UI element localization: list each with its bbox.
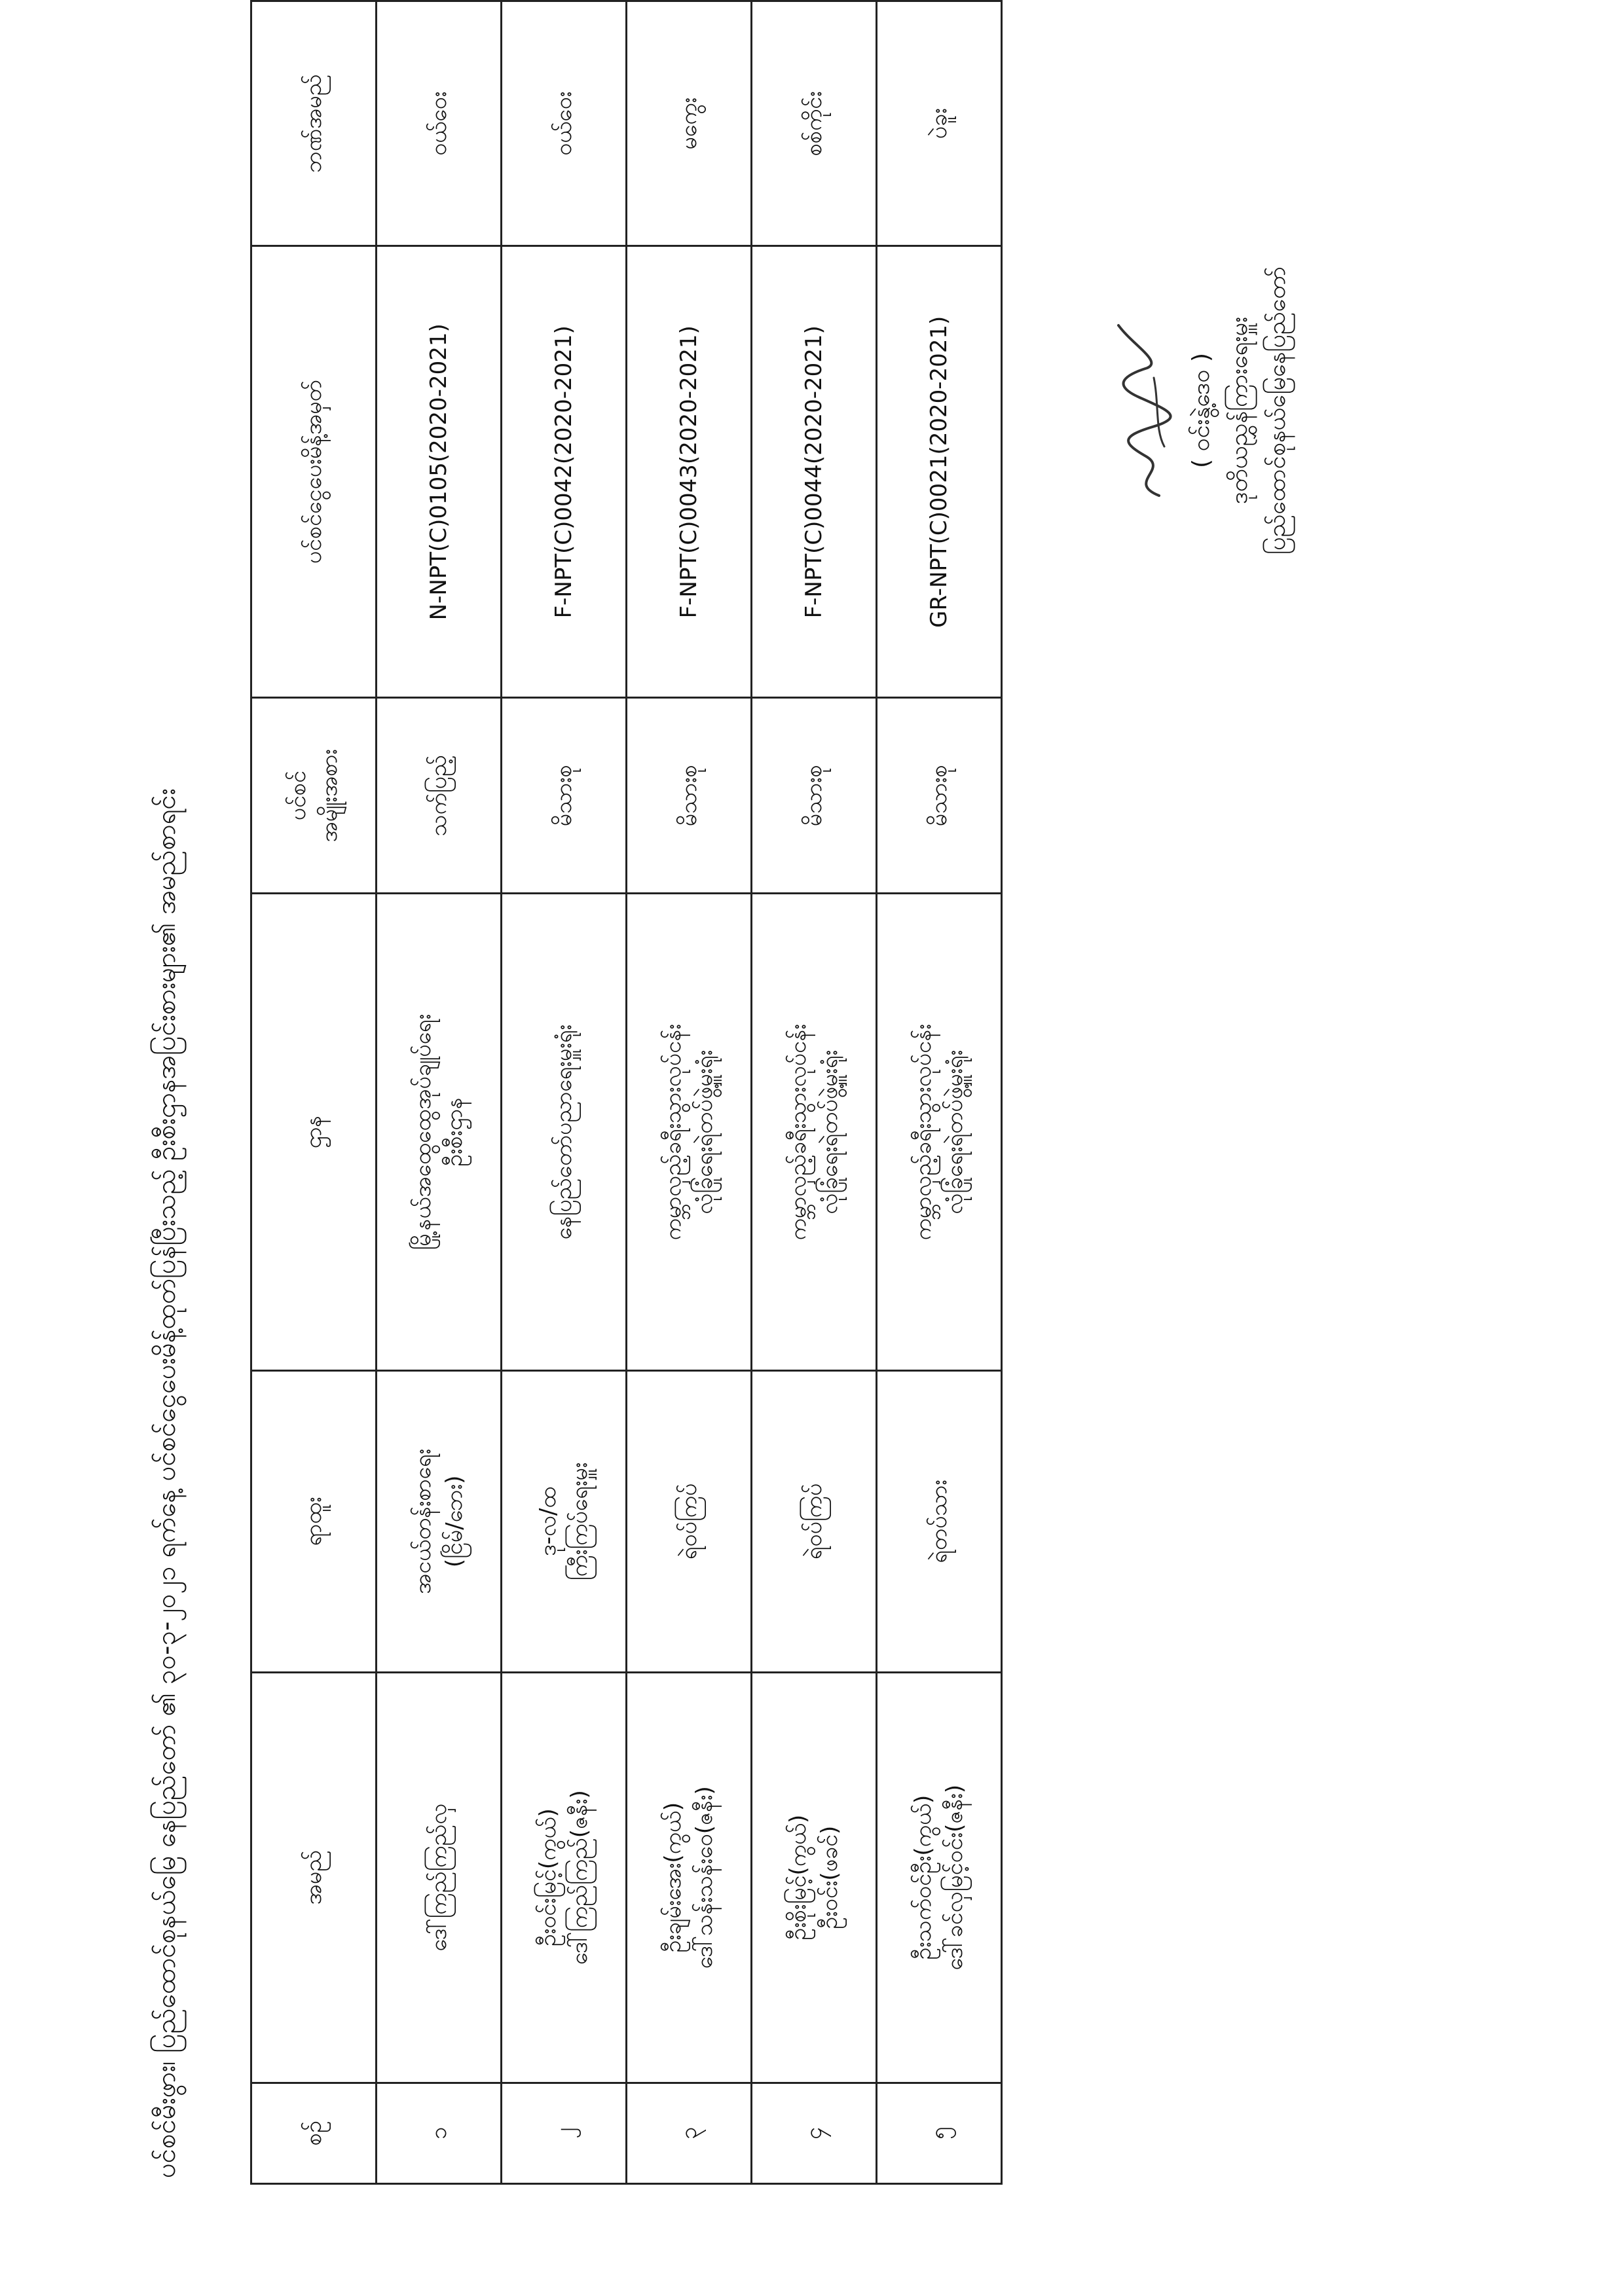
cell-bank: ဝယ်ဝေး [377, 1, 502, 246]
cell-dept-line1: ကမ္ဘာလှည့်ခရီးသွားလုပ်ငန်း [910, 1023, 936, 1241]
cell-rank-line2: (ငြိမ်/ဘေး) [441, 1475, 468, 1568]
cell-department [627, 894, 752, 1371]
cell-dept-line1: မြို့နယ်အထွေထွေအုပ်ချုပ်ရေး [410, 1013, 436, 1250]
header-pension-type-line2: အမျိုးအစား [316, 749, 342, 843]
cell-rank-line1: ဒု-လ/ထ [535, 1486, 561, 1556]
cell-department [752, 894, 877, 1371]
cell-department [877, 894, 1002, 1371]
cell-rank [502, 1370, 627, 1672]
cell-order-no: F-NPT(C)0042(2020-2021) [502, 246, 627, 698]
cell-pension-type: သက်ပြည့် [377, 698, 502, 894]
cell-name [502, 1672, 627, 2083]
header-rank: ရာထူး [251, 1370, 377, 1672]
header-pension-type [251, 698, 377, 894]
cell-name [752, 1672, 877, 2083]
signatory-name: ( ဝင်းနွဲ့ဒေဝ ) [1188, 352, 1215, 469]
header-department: ဌာန [251, 894, 377, 1371]
cell-pension-type: မိသားစု [877, 698, 1002, 894]
cell-bank: ဝယ်ဝေး [502, 1, 627, 246]
cell-rank [752, 1370, 877, 1672]
cell-pension-type: မိသားစု [502, 698, 627, 894]
cell-bank: ပဲခူး [877, 1, 1002, 246]
cell-rank [877, 1370, 1002, 1672]
cell-dept-line1: နေပြည်တော်ပညာရေးမှူးရုံး [551, 1024, 577, 1240]
cell-rank-line2: ကြီးကြပ်ရေးမှူး [566, 1462, 593, 1581]
header-pension-type-line1: ပင်စင် [285, 771, 311, 821]
cell-dept-line1: ကမ္ဘာလှည့်ခရီးသွားလုပ်ငန်း [785, 1023, 811, 1241]
cell-bank: မကွေး [627, 1, 752, 246]
cell-name-line1: ဦးဝင်းမြင့်(ကွယ်) [535, 1808, 561, 1947]
cell-dept-line1: ကမ္ဘာလှည့်ခရီးသွားလုပ်ငန်း [660, 1023, 686, 1241]
cell-name-line1: ဦးစိုးမြင့်(ကွယ်) [785, 1814, 811, 1941]
handwritten-signature [1107, 312, 1179, 509]
document-title: ပင်စင်မီးဖွား၊ ပြည်ထောင်စုနယ်မြေ နေပြည်တော် ၏ ၃၀-၃-၂၀၂၁ ရက်နေ့ ပင်စင်ငွေပေးမိန့်ထုတ်ပြန်ပြီးသည့် ဦးစီးဌာနအပြင်းစားများ၏ အမည်စာရင်း [151, 788, 181, 2178]
cell-rank-line1: ရဲဝပ်ကြပ် [801, 1483, 827, 1560]
cell-name-line1: ဦးသက်ဝင်ဦး(ကွယ်) [910, 1795, 936, 1960]
cell-department [502, 894, 627, 1371]
cell-no: ၅ [877, 2083, 1002, 2183]
cell-order-no: GR-NPT(C)0021(2020-2021) [877, 246, 1002, 698]
table-row [627, 1, 752, 2184]
header-order-no: ပင်စင်ငွေပေးမိန့်အမှတ် [251, 246, 377, 698]
header-no: စဉ် [251, 2083, 377, 2183]
cell-name-line2: ဒေါ်ကြည်ကြည်(ဇနီး) [566, 1790, 593, 1965]
table-row [377, 1, 502, 2184]
cell-name-line2: ဒေါ်သန်းသန်းဝေ(ဇနီး) [692, 1786, 718, 1969]
cell-dept-line2: လုံခြုံရေးရဲတပ်ဖွဲ့မှူးရုံး [692, 1049, 718, 1214]
cell-rank [377, 1370, 502, 1672]
cell-dept-line2: လုံခြုံရေးရဲတပ်ဖွဲ့မှူးရုံး [942, 1049, 968, 1214]
signatory-office: ပြည်ထောင်စုနယ်မြေနေပြည်တော် [1264, 266, 1291, 555]
cell-name [877, 1672, 1002, 2083]
cell-no: ၂ [502, 2083, 627, 2183]
cell-bank: စစ်ကိုင်း [752, 1, 877, 246]
cell-order-no: F-NPT(C)0044(2020-2021) [752, 246, 877, 698]
signatory-position: ဒုတိယညွှန်ကြားရေးမှူး [1226, 316, 1253, 505]
table-row [877, 1, 1002, 2184]
cell-pension-type: မိသားစု [752, 698, 877, 894]
cell-dept-line2: လုံခြုံရေးရဲတပ်ဖွဲ့မှူးရုံး [817, 1049, 843, 1214]
cell-name-line2: ဦးဝင်း(ဖခင်) [817, 1825, 843, 1929]
cell-order-no: N-NPT(C)0105(2020-2021) [377, 246, 502, 698]
cell-no: ၄ [752, 2083, 877, 2183]
cell-rank-line1: ရဲတပ်သား [926, 1480, 952, 1563]
header-bank: ဘဏ်အမည် [251, 1, 377, 246]
cell-name-line1: ဒေါ်ကြည်ကြည်လှ [426, 1803, 452, 1952]
cell-order-no: F-NPT(C)0043(2020-2021) [627, 246, 752, 698]
table-row [752, 1, 877, 2184]
cell-rank [627, 1370, 752, 1672]
table-row [502, 1, 627, 2184]
signature-block [1107, 240, 1297, 581]
header-name: အမည် [251, 1672, 377, 2083]
cell-department [377, 894, 502, 1371]
pension-table [250, 0, 1003, 2185]
cell-name-line1: ဦးချမ်းအေး(ကွယ်) [660, 1802, 686, 1953]
cell-name-line2: ဒေါ်ခင်လှမြင့်ဝင်း(ဇနီး) [942, 1784, 968, 1971]
cell-rank-line1: ရဲဝပ်ကြပ် [676, 1483, 702, 1560]
cell-no: ၃ [627, 2083, 752, 2183]
cell-name [627, 1672, 752, 2083]
cell-pension-type: မိသားစု [627, 698, 752, 894]
table-header-row [251, 1, 377, 2184]
cell-rank-line1: အငယ်တန်းစာရေး [410, 1448, 436, 1594]
cell-name [377, 1672, 502, 2083]
cell-no: ၁ [377, 2083, 502, 2183]
cell-dept-line2: ဦးစီးဌာန [441, 1097, 468, 1167]
